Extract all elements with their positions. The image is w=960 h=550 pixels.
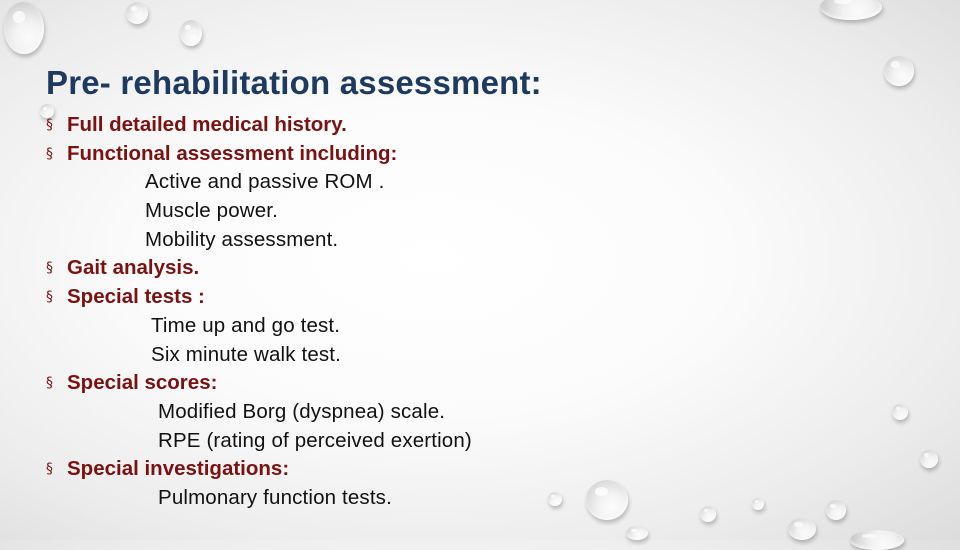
slide-title: Pre- rehabilitation assessment: [46,64,542,101]
sub-item [46,168,746,197]
bullet-marker-icon: § [46,289,53,306]
list-item-label: Functional assessment including: [67,141,398,165]
list-item-label: Special investigations: [67,457,290,481]
bullet-marker-icon: § [46,461,53,478]
bullet-marker-icon: § [46,260,53,277]
water-drop-icon [826,500,846,520]
sub-item [46,312,746,341]
sub-item [46,226,746,255]
sub-item-label: Six minute walk test. [151,342,341,366]
bullet-marker-icon: § [46,117,53,133]
sub-item-label: Active and passive ROM . [145,170,385,194]
bullet-list [46,111,746,513]
list-item [46,283,746,312]
sub-item-label: Muscle power. [145,199,278,223]
sub-item [46,427,746,456]
list-item-label: Special scores: [67,371,218,395]
sub-item-label: RPE (rating of perceived exertion) [158,428,472,452]
list-item-label: Gait analysis. [67,256,200,280]
sub-item [46,197,746,226]
water-drop-icon [626,526,648,540]
bullet-marker-icon: § [46,375,53,392]
list-item-label: Full detailed medical history. [67,113,347,136]
sub-item [46,484,746,513]
sub-item [46,398,746,427]
bullet-marker-icon: § [46,145,53,162]
water-drop-icon [892,404,908,420]
water-drop-icon [752,498,764,510]
sub-item-label: Modified Borg (dyspnea) scale. [158,399,446,423]
water-drop-icon [126,2,148,24]
water-drop-icon [4,2,44,54]
water-drop-icon [850,530,904,550]
list-item [46,369,746,398]
sub-item [46,341,746,370]
list-item [46,111,746,140]
list-item [46,140,746,169]
sub-item-label: Time up and go test. [151,313,341,337]
water-drop-icon [180,20,202,46]
list-item-label: Special tests : [67,285,205,309]
water-drop-icon [788,518,816,540]
sub-item-label: Pulmonary function tests. [158,485,392,509]
list-item [46,455,746,484]
sub-item-label: Mobility assessment. [145,227,339,251]
list-item [46,254,746,283]
water-drop-icon [920,450,938,468]
water-drop-icon [884,56,914,86]
water-drop-icon [820,0,882,20]
